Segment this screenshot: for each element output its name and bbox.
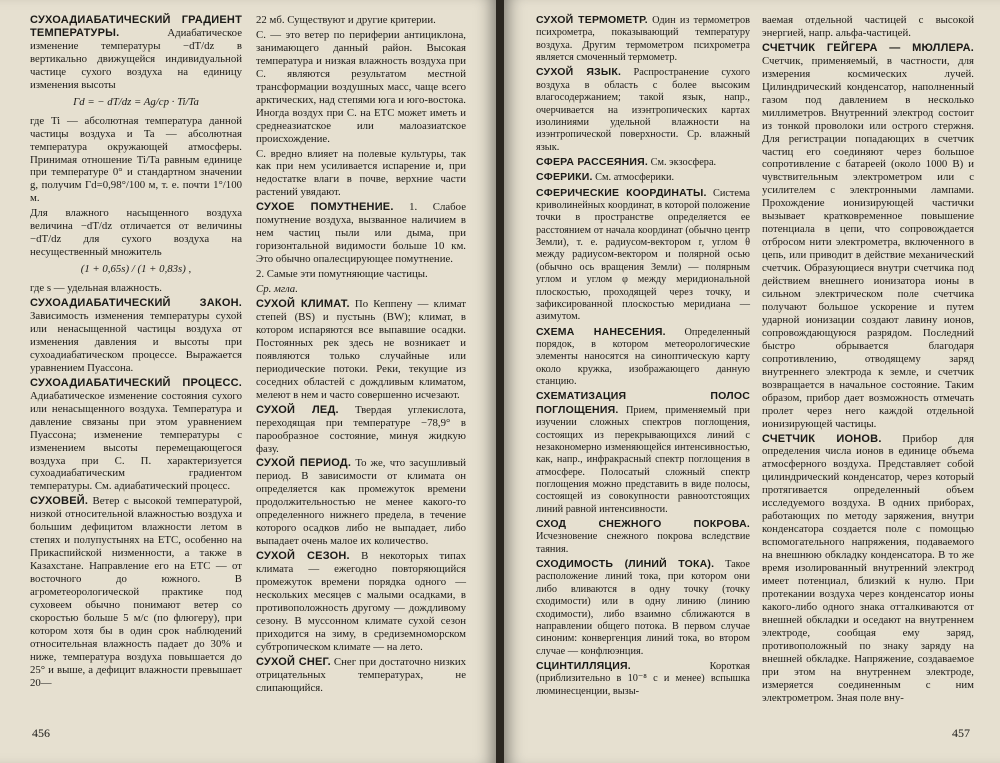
entry-schetchik-ionov: [762, 433, 974, 705]
entry-text: Адиабатическое изменение состояния сухого или ненасыщенного воздуха. Температура и давление связаны при этом уравнением Пуассона; изменение температуры с изменением высоты перемещающегося воздуха при С. П. характеризуется сухоадиабатическим градиентом температуры. См. адиабатический процесс.: [30, 389, 242, 493]
entry-sukhovey: [30, 495, 242, 689]
entry-title: СУХОЙ СЕЗОН.: [256, 550, 350, 563]
entry-title: СУХОЙ ЛЕД.: [256, 403, 339, 416]
entry-text: 2. Самые эти помутняющие частицы.: [256, 268, 428, 281]
entry-sukhoy-led: [256, 404, 466, 456]
entry-stsintillyatsiya: [536, 660, 750, 698]
entry-text: Такое расположение линий тока, при котором они либо вливаются в одну точку (точку сходимости) или в одну линию (линию сходимости), либо взаимно сближаются в направлении общего потока. В первом случае синоним: конвергенция линий тока, во втором случае — конфлюэнция.: [536, 559, 750, 657]
entry-text: Один из термометров психрометра, показывающий температуру воздуха. Другим термометром психрометра является смоченный термометр.: [536, 15, 751, 64]
entry-sukhoy-yazyk: [536, 66, 750, 154]
entry-title: СУХОЙ СНЕГ.: [256, 655, 331, 668]
entry-text: См. атмосферики.: [595, 172, 675, 184]
entry-sukhoadiabaticheskiy-gradient: [30, 14, 242, 92]
entry-title: СУХОЙ ТЕРМОМЕТР.: [536, 14, 648, 26]
entry-text: Для влажного насыщенного воздуха величина −dT/dz отличается от величины −dT/dz для сухого воздуха на несущественный множитель: [30, 207, 242, 259]
entry-text: Распространение сухого воздуха в область с более высоким влагосодержанием; такой язык, напр., очерчивается на изэнтропических картах изолиниями удельной влажности на изэнтропической поверхности. Ср. влажный язык.: [536, 67, 750, 153]
entry-text: Зависимость изменения температуры сухой или ненасыщенной частицы воздуха от изменения давления и высоты при сухоадиабатическом процессе. Выражается уравнением Пуассона.: [30, 310, 242, 374]
entry-skhodimost: [536, 558, 750, 658]
entry-skhema-naneseniya: [536, 326, 750, 389]
entry-title: СУХОЕ ПОМУТНЕНИЕ.: [256, 201, 394, 214]
entry-title: СУХОЙ ЯЗЫК.: [536, 66, 622, 79]
entry-sukhoy-period: [256, 457, 466, 548]
reference-text: Ср. мгла.: [256, 283, 298, 296]
entry-text: Исчезновение снежного покрова вследствие таяния.: [536, 531, 750, 555]
entry-skhematizatsiya-polos: [536, 390, 750, 516]
entry-title: СФЕРИЧЕСКИЕ КООРДИНАТЫ.: [536, 186, 707, 199]
entry-title: СУХОАДИАБАТИЧЕСКИЙ ГРАДИЕНТ ТЕМПЕРАТУРЫ.: [30, 14, 242, 39]
left-page-column-2: [256, 14, 466, 697]
entry-title: СФЕРА РАССЕЯНИЯ.: [536, 155, 649, 168]
right-page-column-2: [762, 14, 974, 707]
entry-sukhoadiabaticheskiy-zakon: [30, 297, 242, 375]
entry-text: С. вредно влияет на полевые культуры, так как при нем усиливается испарение и, при недостатке влаги в почве, верхние части растений увядают.: [256, 147, 466, 199]
entry-title: СХОД СНЕЖНОГО ПОКРОВА.: [536, 518, 750, 531]
entry-sukhoy-klimat: [256, 298, 466, 402]
entry-sukhoy-sneg: [256, 656, 466, 695]
entry-title: СЧЕТЧИК ИОНОВ.: [762, 432, 882, 445]
entry-title: СФЕРИКИ.: [536, 171, 593, 184]
entry-sfera-rasseyaniya: [536, 156, 750, 169]
entry-sukhoy-sezon: [256, 550, 466, 654]
entry-text: где Ti — абсолютная температура данной частицы воздуха и Ta — абсолютная температура окружающей атмосферы. Принимая отношение Ti/Ta равным единице при температуре 0° и стандартном значении g, получим Γd=0,98°/100 м, т. е. почти 1°/100 м.: [30, 114, 242, 205]
entry-title: СХЕМА НАНЕСЕНИЯ.: [536, 325, 666, 338]
formula-moisture-multiplier: (1 + 0,65s) / (1 + 0,83s) ,: [80, 263, 192, 276]
entry-title: СУХОАДИАБАТИЧЕСКИЙ ПРОЦЕСС.: [30, 376, 242, 389]
entry-text: Снег при достаточно низких отрицательных температурах, не слипающийся.: [256, 655, 466, 694]
entry-title: СУХОЙ ПЕРИОД.: [256, 457, 352, 470]
right-page-column-1: [536, 14, 750, 700]
entry-sukhoadiabaticheskiy-protsess: [30, 377, 242, 494]
entry-title: СЦИНТИЛЛЯЦИЯ.: [536, 659, 631, 672]
entry-title: СЧЕТЧИК ГЕЙГЕРА — МЮЛЛЕРА.: [762, 41, 974, 54]
entry-schetchik-geygera: [762, 42, 974, 431]
entry-text: По Кеппену — климат степей (BS) и пустынь (BW); климат, в котором испаряются все выпавшие осадки. Постоянных рек здесь не возникает и появляются только случайные или периодические потоки. Реки, текущие из соседних областей с дождливым климатом, мелеют в нем и часто совершенно исчезают.: [256, 298, 466, 401]
entry-text: Прибор для определения числа ионов в единице объема атмосферного воздуха. Представляет собой цилиндрический конденсатор, через который протягивается определенный объем исследуемого воздуха. В одних приборах, работающих по методу заряжения, внутри конденсатора создается поле с помощью вспомогательного напряжения, подаваемого на внешнюю обкладку конденсатора. В то же время изолированный внутренний электрод имеет потенциал, близкий к нулю. При протекании воздуха через конденсатор ионы какого-либо одного знака отталкиваются от внешней обкладки и оседают на внутреннем электроде, сообщая ему заряд, противоположный по знаку заряду на внешней обкладке. Напряжение, создаваемое при этом на внутреннем электроде, измеряется соединенным с ним электрометром. Зная поле вну-: [762, 432, 974, 704]
entry-reference: [256, 283, 466, 296]
entry-text: Адиабатическое изменение температуры −dT/dz в вертикально движущейся индивидуальной частице сухого воздуха на единицу изменения высоты: [30, 26, 242, 91]
entry-sukhoy-termometr: [536, 14, 750, 64]
entry-text: Ветер с высокой температурой, низкой относительной влажностью воздуха и большим дефицитом влажности летом в степях и полупустынях на ЕТС, особенно на Прикаспийской низменности, а также в Казахстане. Направление его на ЕТС — от восточного до южного. В агрометеорологической практике под суховеем обычно понимают ветер со скоростью больше 5 м/с (по флюгеру), при котором хотя бы в один срок наблюдений относительная влажность падает до 30% и ниже, температура воздуха повышается до 25° и выше, а дефицит влажности превышает 20—: [30, 495, 242, 689]
entry-text: 22 мб. Существуют и другие критерии.: [256, 14, 436, 26]
entry-title: СХЕМАТИЗАЦИЯ ПОЛОС ПОГЛОЩЕНИЯ.: [536, 390, 750, 416]
entry-text: То же, что засушливый период. В зависимости от климата он определяется как промежуток времени продолжительностью не менее какого-то определенного нижнего предела, в течение которого осадков либо не выпадает, либо выпадает очень малое их количество.: [256, 457, 467, 548]
entry-text: См. экзосфера.: [650, 156, 717, 168]
entry-text: В некоторых типах климата — ежегодно повторяющийся промежуток времени порядка одного — нескольких месяцев с малыми осадками, в противоположность другому — дождливому сезону. В муссонном климате сухой сезон приходится на зиму, в средиземноморском субтропическом климате — на лето.: [256, 550, 467, 653]
entry-text: Система криволинейных координат, в которой положение точки в пространстве определяется ее расстоянием от начала координат (обычно центр Земли), т. е. радиусом-вектором r, углом θ между радиусом-вектором и полярной осью (обычно ось вращения Земли) — полярным углом и углом φ между меридиональной плоскостью, проходящей через точку, и зафиксированной плоскостью меридиана — азимутом.: [536, 187, 750, 323]
entry-text: 1. Слабое помутнение воздуха, вызванное наличием в нем частиц пыли или дыма, при горизонтальной видимости больше 10 км. Это обычно опалесцирующее помутнение.: [256, 201, 466, 266]
entry-sfericheskie-koordinaty: [536, 187, 750, 324]
entry-text: Прием, применяемый при изучении сложных спектров поглощения, состоящих из перекрывающихся линий с незакономерно изменяющейся интенсивностью, как, напр., инфракрасный спектр поглощения в атмосфере. Полосатый сложный спектр поглощения можно представить в виде полосы, состоящей из совокупности равноотстоящих линий равной интенсивности.: [536, 404, 751, 515]
left-page: [0, 0, 496, 763]
entry-title: СХОДИМОСТЬ (ЛИНИЙ ТОКА).: [536, 558, 715, 571]
entry-sukhoe-pomutnenie: [256, 201, 466, 266]
entry-sferiki: [536, 171, 750, 184]
right-page: [504, 0, 1000, 763]
page-number: 457: [952, 726, 970, 740]
entry-text: Определенный порядок, в котором метеорологические элементы наносятся на синоптическую карту около кружка, изображающего данную станцию.: [536, 326, 750, 388]
entry-text: Твердая углекислота, переходящая при температуре −78,9° в парообразное состояние, минуя жидкую фазу.: [256, 403, 466, 455]
entry-skhod-snezhnogo-pokrova: [536, 518, 750, 556]
left-page-column-1: [30, 14, 242, 692]
entry-text: С. — это ветер по периферии антициклона, занимающего данный район. Высокая температура и низкая влажность воздуха при С. являются результатом местной трансформации воздушных масс, чаще всего арктических, над степями юга и юго-востока. Иногда воздух при С. на ЕТС может иметь и среднеазиатское или малоазиатское происхождение.: [256, 28, 466, 145]
entry-text: Счетчик, применяемый, в частности, для измерения космических лучей. Цилиндрический конденсатор, наполненный газом под давлением в несколько миллиметров. Внутренний электрод состоит из тонкой проволоки или острого стержня. Для регистрации попадающих в счетчик частиц его соединяют через большое сопротивление с батареей (около 1000 В) и чувствительным электрометром или с усилителем с электронными лампами. Прохождение ионизирующей частички вызывает кратковременное повышение потенциала в цепи, что сопровождается отбросом нити электрометра, включенного в цепь, или приводит в действие механический счетчик. Образующиеся внутри счетчика под действием внешнего ионизатора ионы в сильном электрическом поле счетчика получают большое ускорение и путем ударной ионизации создают лавину ионов, сопровождающуюся разрядом. Последний быстро обрывается благодаря сопротивлению, отводящему заряд внутреннего электрода к земле, и счетчик возвращается в начальное состояние. Таким образом, прибор дает возможность отмечать пролет через него каждой отдельной ионизирующей частицы.: [762, 54, 974, 430]
entry-title: СУХОЙ КЛИМАТ.: [256, 298, 350, 311]
book-gutter: [496, 0, 504, 763]
entry-text: где s — удельная влажность.: [30, 282, 162, 295]
entry-text: ваемая отдельной частицей с высокой энергией, напр. альфа-частицей.: [762, 14, 974, 39]
entry-title: СУХОАДИАБАТИЧЕСКИЙ ЗАКОН.: [30, 297, 242, 310]
formula-dry-adiabatic-gradient: Γd = − dT/dz = Ag/cp · Ti/Ta: [73, 95, 199, 108]
entry-text: Короткая (приблизительно в 10⁻⁸ с и менее) вспышка люминесценции, вызы-: [536, 660, 750, 697]
page-number: 456: [32, 726, 50, 740]
entry-title: СУХОВЕЙ.: [30, 495, 89, 508]
